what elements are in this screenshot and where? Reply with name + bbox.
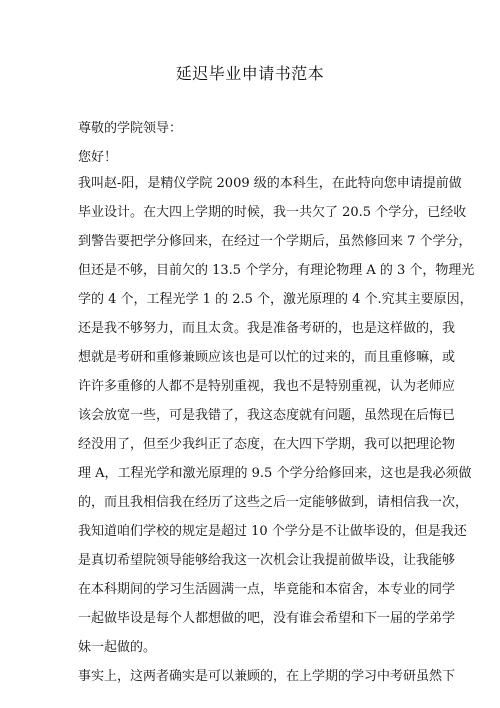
paragraph-2-line: 事实上，这两者确实是可以兼顾的，在上学期的学习中考研虽然下 bbox=[78, 669, 456, 684]
paragraph-1-line: 的，而且我相信我在经历了这些之后一定能够做到，请相信我一次， bbox=[78, 495, 469, 510]
paragraph-1-line: 经没用了，但至少我纠正了态度，在大四下学期，我可以把理论物 bbox=[78, 437, 456, 452]
document-title: 延迟毕业申请书范本 bbox=[175, 64, 325, 83]
paragraph-1-line: 我叫赵-阳，是精仪学院 2009 级的本科生，在此特向您申请提前做 bbox=[78, 176, 462, 191]
paragraph-1-line: 毕业设计。在大四上学期的时候，我一共欠了 20.5 个学分，已经收 bbox=[78, 205, 467, 220]
paragraph-1-line: 到警告要把学分修回来，在经过一个学期后，虽然修回来 7 个学分， bbox=[78, 234, 472, 249]
paragraph-1-line: 想就是考研和重修兼顾应该也是可以忙的过来的，而且重修嘛，或 bbox=[78, 350, 456, 365]
paragraph-1-line: 是真切希望院领导能够给我这一次机会让我提前做毕设，让我能够 bbox=[78, 553, 456, 568]
salutation: 尊敬的学院领导： bbox=[78, 121, 183, 136]
paragraph-1-line: 在本科期间的学习生活圆满一点，毕竟能和本宿舍，本专业的同学 bbox=[78, 582, 456, 597]
paragraph-1-line: 我知道咱们学校的规定是超过 10 个学分是不让做毕设的，但是我还 bbox=[78, 524, 467, 539]
paragraph-1-line: 该会放宽一些，可是我错了，我这态度就有问题，虽然现在后悔已 bbox=[78, 408, 456, 423]
paragraph-1-line: 还是我不够努力，而且太贪。我是准备考研的，也是这样做的，我 bbox=[78, 321, 456, 336]
paragraph-1-line: 理 A，工程光学和激光原理的 9.5 个学分给修回来，这也是我必须做 bbox=[78, 466, 472, 481]
paragraph-1-line: 许许多重修的人都不是特别重视，我也不是特别重视，认为老师应 bbox=[78, 379, 456, 394]
paragraph-1-line: 学的 4 个，工程光学 1 的 2.5 个，激光原理的 4 个.究其主要原因， bbox=[78, 292, 473, 307]
paragraph-1-line: 妹一起做的。 bbox=[78, 640, 157, 655]
paragraph-1-line: 一起做毕设是每个人都想做的吧，没有谁会希望和下一届的学弟学 bbox=[78, 611, 456, 626]
paragraph-1-line: 但还是不够，目前欠的 13.5 个学分，有理论物理 A 的 3 个，物理光 bbox=[78, 263, 475, 278]
greeting: 您好！ bbox=[78, 150, 118, 165]
